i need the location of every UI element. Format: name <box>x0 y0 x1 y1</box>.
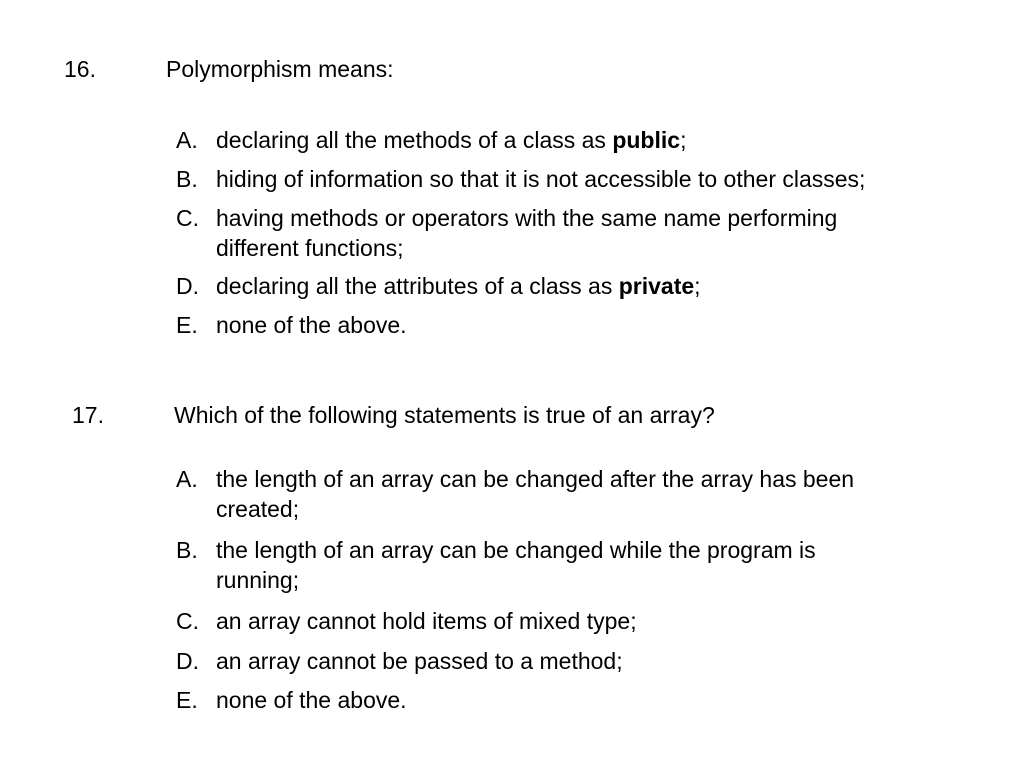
option-text: declaring all the attributes of a class as <box>216 273 619 299</box>
option-text: an array cannot be passed to a method; <box>216 648 623 674</box>
option-text: hiding of information so that it is not accessible to other classes; <box>216 166 866 192</box>
option-letter: C. <box>176 205 199 231</box>
option-b <box>176 539 956 595</box>
option-letter: D. <box>176 648 199 674</box>
option-letter: B. <box>176 537 198 563</box>
option-letter: A. <box>176 466 198 492</box>
option-e <box>176 689 407 712</box>
option-d <box>176 650 623 673</box>
question-prompt: Which of the following statements is true of an array? <box>174 402 715 428</box>
option-text-line2: different functions; <box>216 235 404 261</box>
option-text: none of the above. <box>216 312 407 338</box>
option-text-line1: having methods or operators with the same name performing <box>216 205 838 231</box>
option-letter: A. <box>176 127 198 153</box>
option-a <box>176 129 686 152</box>
option-letter: D. <box>176 273 199 299</box>
option-text-line2: created; <box>216 496 300 522</box>
question-number: 17. <box>72 402 104 428</box>
option-c <box>176 207 956 263</box>
option-text-line1: the length of an array can be changed while the program is <box>216 537 816 563</box>
option-text-end: ; <box>680 127 687 153</box>
option-text: an array cannot hold items of mixed type; <box>216 608 637 634</box>
option-c <box>176 610 637 633</box>
option-text-line2: running; <box>216 567 300 593</box>
option-text-line1: the length of an array can be changed after the array has been <box>216 466 855 492</box>
option-b <box>176 168 865 191</box>
option-text: declaring all the methods of a class as <box>216 127 613 153</box>
option-e <box>176 314 407 337</box>
option-letter: B. <box>176 166 198 192</box>
question-number: 16. <box>64 56 96 82</box>
option-letter: E. <box>176 312 198 338</box>
option-letter: C. <box>176 608 199 634</box>
option-text-end: ; <box>694 273 701 299</box>
keyword-public: public <box>612 127 681 153</box>
keyword-private: private <box>618 273 695 299</box>
option-a <box>176 468 956 524</box>
option-d <box>176 275 701 298</box>
option-letter: E. <box>176 687 198 713</box>
question-prompt: Polymorphism means: <box>166 56 394 82</box>
option-text: none of the above. <box>216 687 407 713</box>
